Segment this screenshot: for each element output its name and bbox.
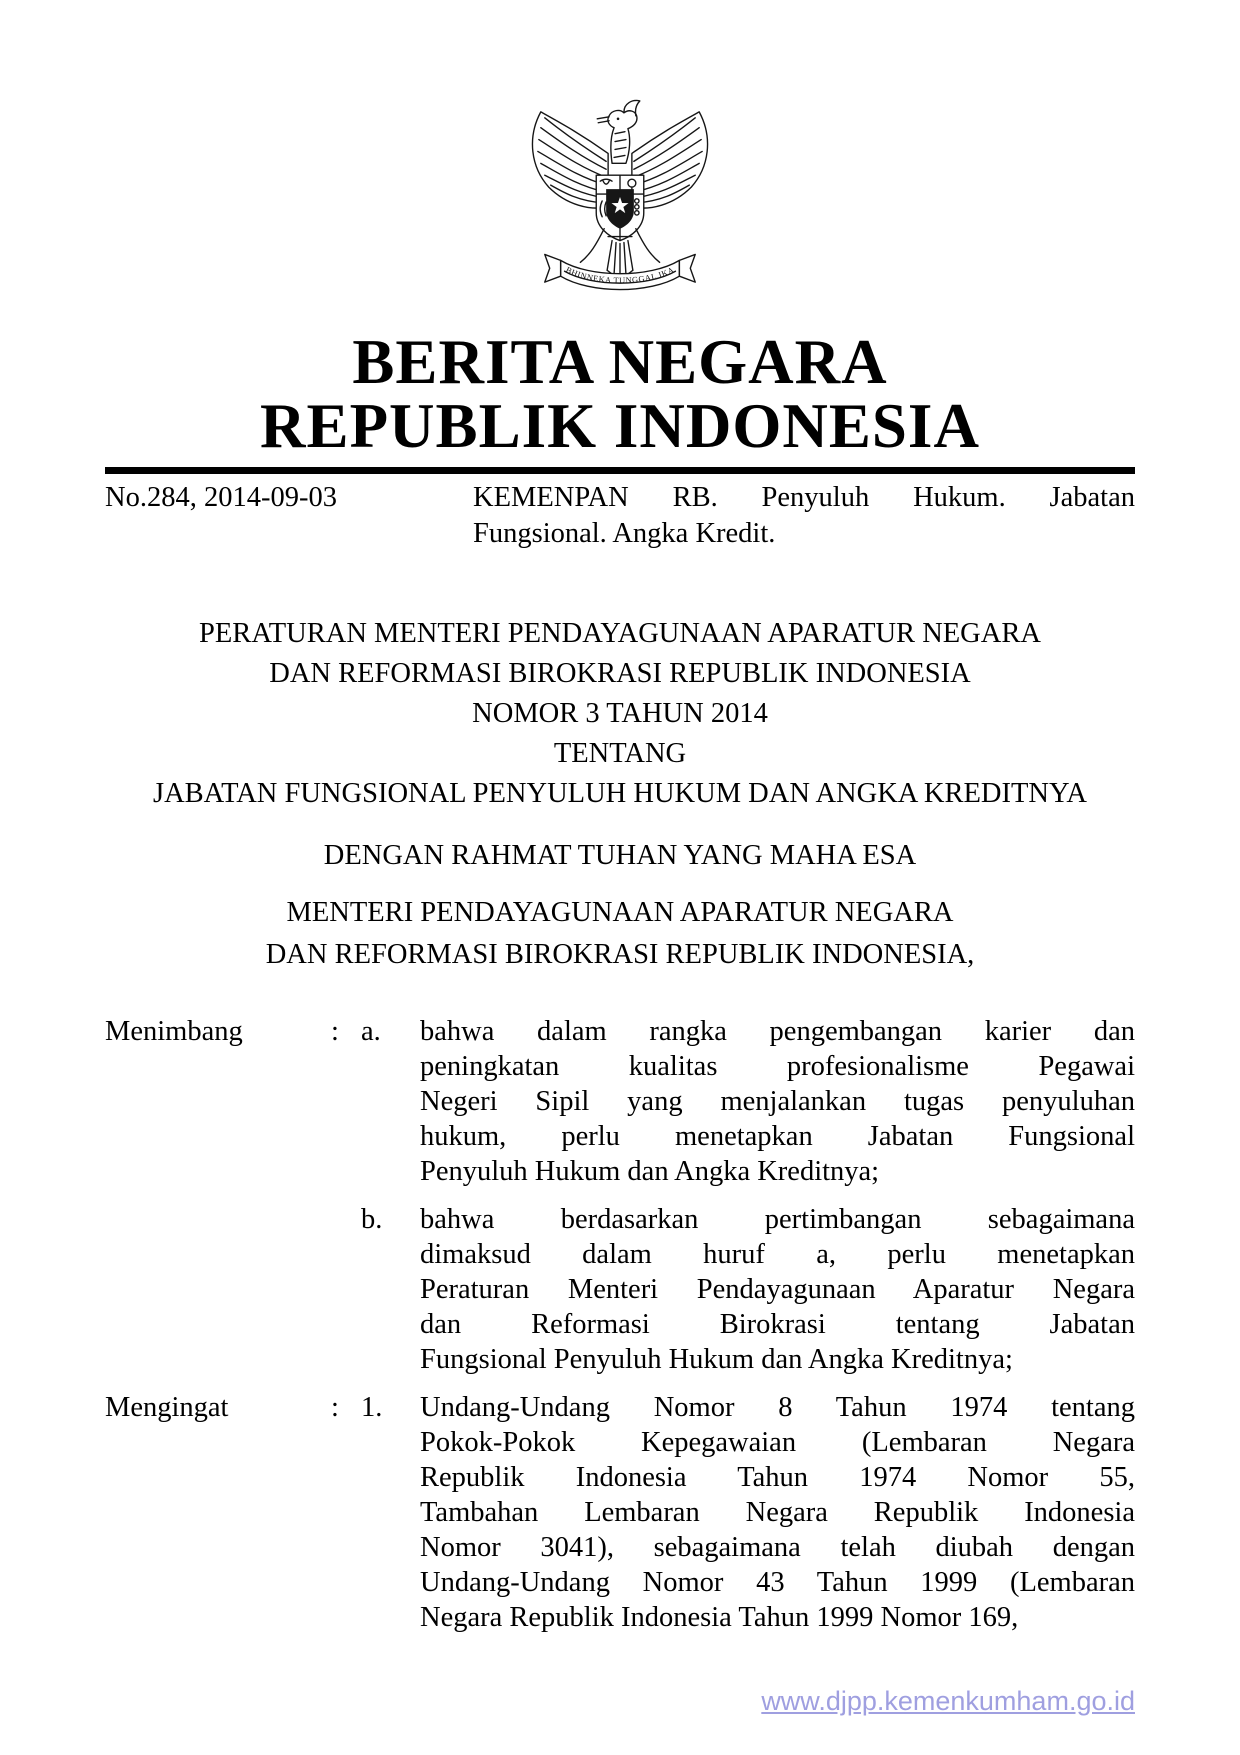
considerations-label: Menimbang [105, 1016, 243, 1047]
text-line: Peraturan Menteri Pendayagunaan Aparatur Negara [420, 1274, 1135, 1305]
text-line: bahwa dalam rangka pengembangan karier dan [420, 1016, 1135, 1047]
text-line: hukum, perlu menetapkan Jabatan Fungsional [420, 1121, 1135, 1152]
masthead-title-line2: REPUBLIK INDONESIA [260, 391, 980, 461]
text-line: Negara Republik Indonesia Tahun 1999 Nomor 169, [420, 1602, 1019, 1633]
regulation-title-line: TENTANG [553, 738, 687, 769]
issue-number: No.284, 2014-09-03 [105, 482, 337, 513]
text-line: Penyuluh Hukum dan Angka Kreditnya; [420, 1156, 880, 1187]
legal-basis-section [105, 1390, 1135, 1635]
text-line: bahwa berdasarkan pertimbangan sebagaimana [420, 1204, 1135, 1235]
footer-website-link[interactable]: www.djpp.kemenkumham.go.id [761, 1686, 1135, 1716]
authority-title [105, 892, 1135, 976]
text-line: Fungsional Penyuluh Hukum dan Angka Kreditnya; [420, 1344, 1013, 1375]
text-line: Undang-Undang Nomor 43 Tahun 1999 (Lembaran [420, 1567, 1135, 1598]
text-line: Pokok-Pokok Kepegawaian (Lembaran Negara [420, 1427, 1135, 1458]
legal-basis-colon: : [331, 1392, 339, 1423]
authority-line: DAN REFORMASI BIROKRASI REPUBLIK INDONESIA, [265, 939, 975, 970]
issue-subject-line: Fungsional. Angka Kredit. [473, 518, 776, 549]
text-line: Nomor 3041), sebagaimana telah diubah dengan [420, 1532, 1135, 1563]
text-line: Tambahan Lembaran Negara Republik Indonesia [420, 1497, 1135, 1528]
masthead-title [105, 327, 1135, 461]
considerations-colon: : [331, 1016, 339, 1047]
invocation-line: DENGAN RAHMAT TUHAN YANG MAHA ESA [323, 840, 917, 871]
regulation-title-line: NOMOR 3 TAHUN 2014 [472, 698, 768, 729]
text-line: Republik Indonesia Tahun 1974 Nomor 55, [420, 1462, 1135, 1493]
consideration-item-text [420, 1202, 1135, 1377]
legal-basis-label: Mengingat [105, 1392, 229, 1423]
masthead-title-line1: BERITA NEGARA [352, 327, 888, 397]
regulation-title [105, 614, 1135, 814]
emblem-motto: BHINNEKA TUNGGAL IKA [564, 265, 676, 286]
text-line: dan Reformasi Birokrasi tentang Jabatan [420, 1309, 1135, 1340]
page-footer [761, 1686, 1135, 1717]
consideration-item-text [420, 1014, 1135, 1189]
issue-subject-line: KEMENPAN RB. Penyuluh Hukum. Jabatan [473, 482, 1135, 513]
text-line: dimaksud dalam huruf a, perlu menetapkan [420, 1239, 1135, 1270]
considerations-section [105, 1014, 1135, 1377]
masthead-rule [105, 467, 1135, 474]
issue-subject [473, 480, 1135, 552]
emblem-container [0, 0, 1240, 304]
text-line: Negeri Sipil yang menjalankan tugas penyuluhan [420, 1086, 1135, 1117]
authority-line: MENTERI PENDAYAGUNAAN APARATUR NEGARA [286, 897, 954, 928]
consideration-item-marker: a. [361, 1016, 381, 1047]
consideration-item-marker: b. [361, 1204, 383, 1235]
regulation-title-line: DAN REFORMASI BIROKRASI REPUBLIK INDONESIA [269, 658, 971, 689]
legal-basis-item-text [420, 1390, 1135, 1635]
garuda-pancasila-emblem [521, 90, 719, 304]
issue-row [105, 480, 1135, 552]
text-line: Undang-Undang Nomor 8 Tahun 1974 tentang [420, 1392, 1135, 1423]
regulation-title-line: JABATAN FUNGSIONAL PENYULUH HUKUM DAN ANGKA KREDITNYA [152, 778, 1087, 809]
legal-basis-item-marker: 1. [361, 1392, 383, 1423]
text-line: peningkatan kualitas profesionalisme Pegawai [420, 1051, 1135, 1082]
regulation-title-line: PERATURAN MENTERI PENDAYAGUNAAN APARATUR NEGARA [199, 618, 1041, 649]
